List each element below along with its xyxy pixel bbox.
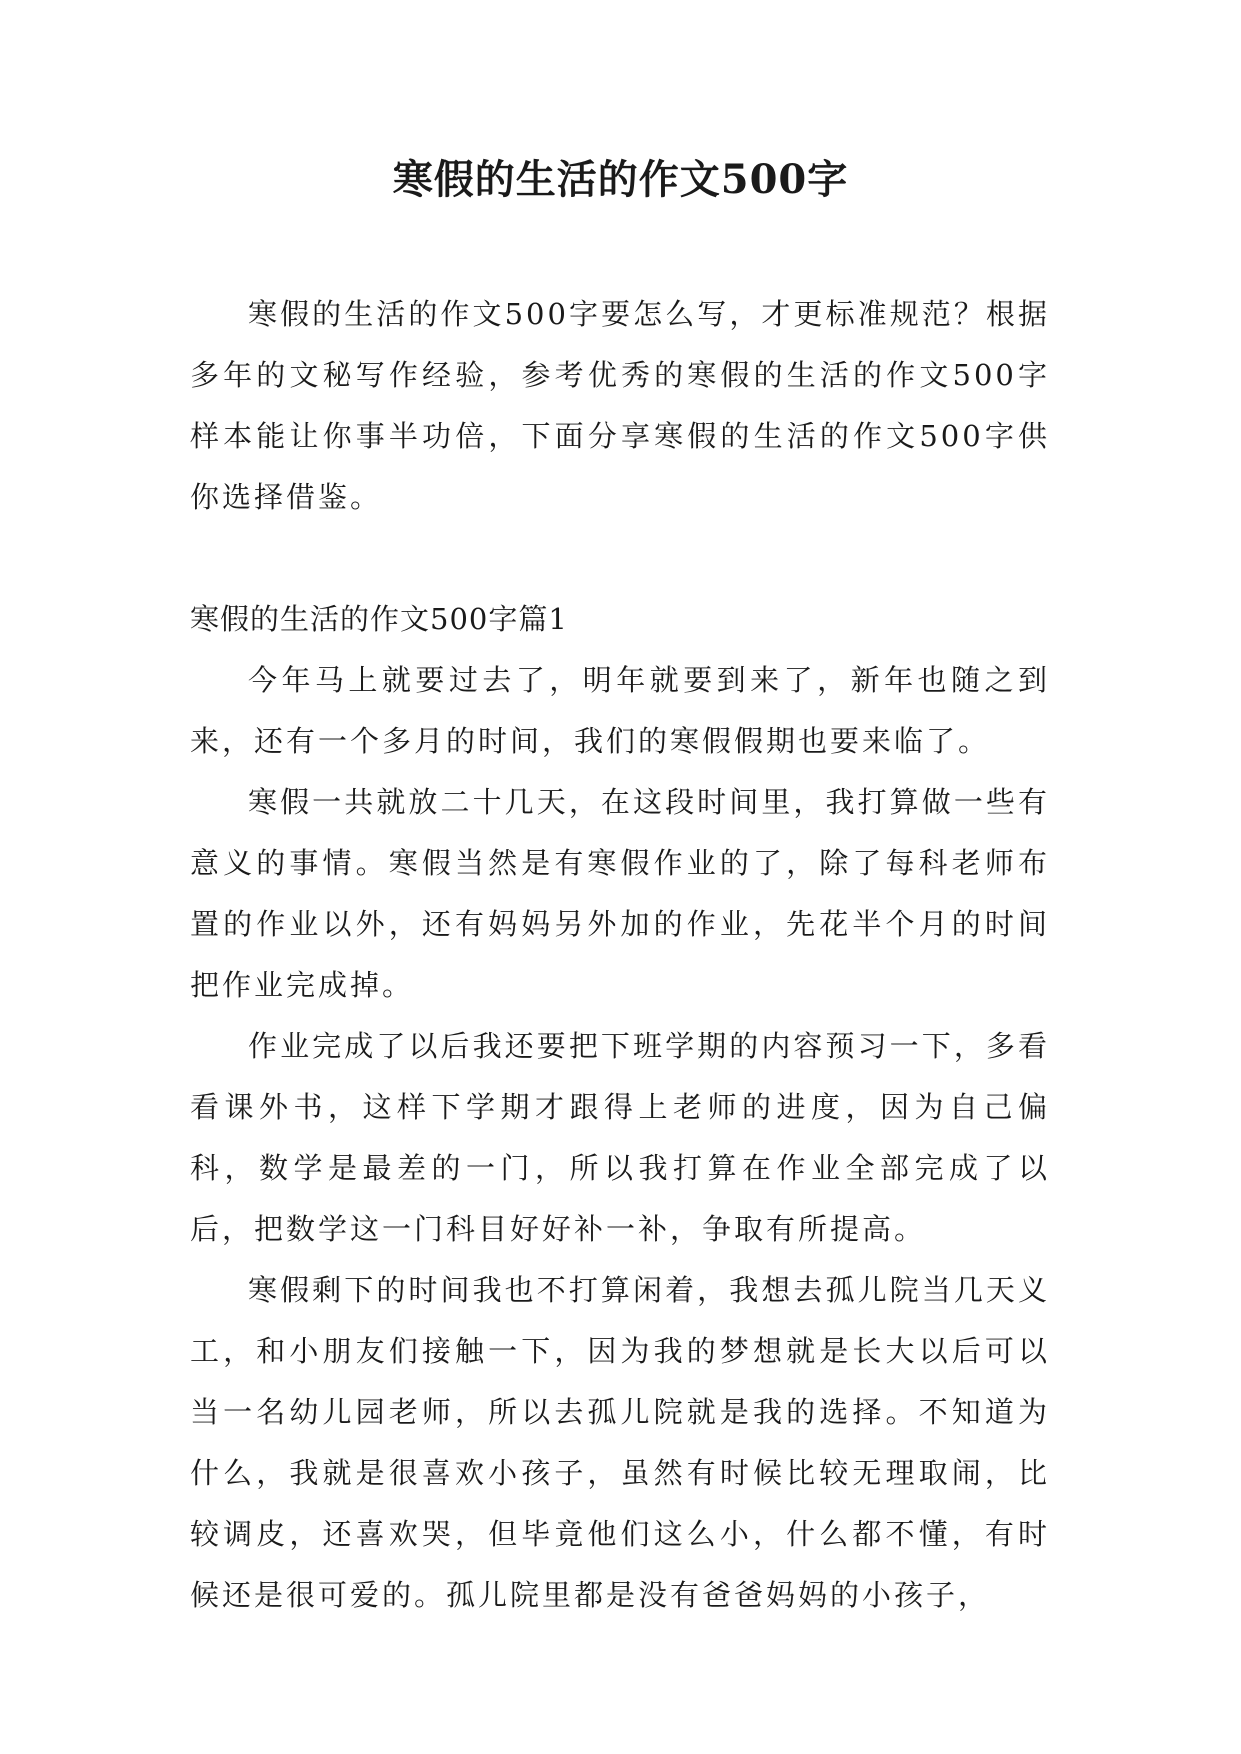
body-paragraph: 今年马上就要过去了，明年就要到来了，新年也随之到来，还有一个多月的时间，我们的寒假假期也要来临了。 — [190, 663, 1050, 758]
document-body — [190, 284, 1050, 1626]
body-paragraph: 寒假剩下的时间我也不打算闲着，我想去孤儿院当几天义工，和小朋友们接触一下，因为我的梦想就是长大以后可以当一名幼儿园老师，所以去孤儿院就是我的选择。不知道为什么，我就是很喜欢小孩子，虽然有时候比较无理取闹，比较调皮，还喜欢哭，但毕竟他们这么小，什么都不懂，有时候还是很可爱的。孤儿院里都是没有爸爸妈妈的小孩子， — [190, 1273, 1050, 1612]
body-paragraph: 作业完成了以后我还要把下班学期的内容预习一下，多看看课外书，这样下学期才跟得上老师的进度，因为自己偏科，数学是最差的一门，所以我打算在作业全部完成了以后，把数学这一门科目好好补一补，争取有所提高。 — [190, 1029, 1050, 1246]
intro-paragraph: 寒假的生活的作文500字要怎么写，才更标准规范？根据多年的文秘写作经验，参考优秀的寒假的生活的作文500字样本能让你事半功倍，下面分享寒假的生活的作文500字供你选择借鉴。 — [190, 297, 1050, 514]
body-paragraph: 寒假一共就放二十几天，在这段时间里，我打算做一些有意义的事情。寒假当然是有寒假作业的了，除了每科老师布置的作业以外，还有妈妈另外加的作业，先花半个月的时间把作业完成掉。 — [190, 785, 1050, 1002]
section-heading: 寒假的生活的作文500字篇1 — [190, 602, 568, 636]
page-title: 寒假的生活的作文500字 — [392, 156, 849, 203]
